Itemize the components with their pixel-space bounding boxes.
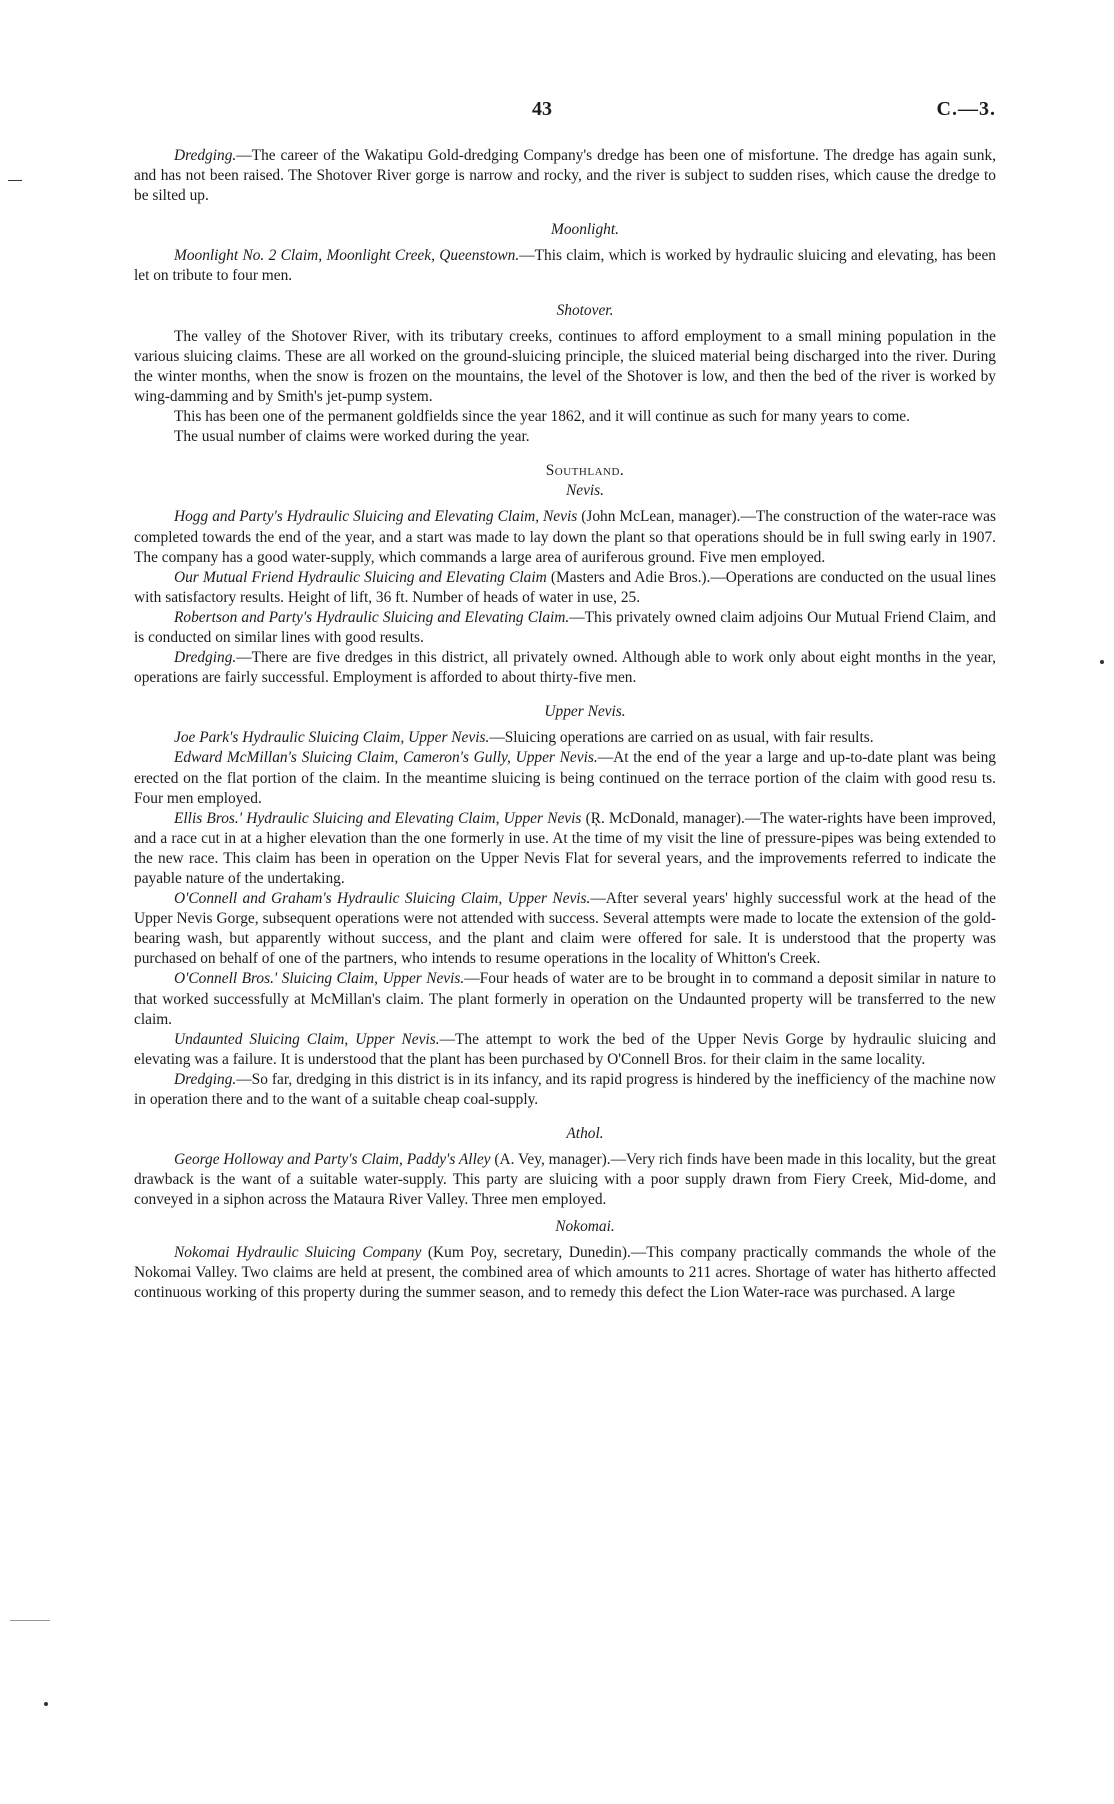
- margin-mark-right: [1100, 660, 1104, 664]
- paragraph-nokomai: Nokomai Hydraulic Sluicing Company (Kum Poy, secretary, Dunedin).—This company practically commands the whole of the Nokomai Valley. Two claims are held at present, the combined area of which amounts to 211 acres. Shortage of water has hitherto affected continuous working of this property during the summer season, and to remedy this defect the Lion Water-race was purchased. A large: [134, 1243, 997, 1301]
- paragraph-oconnell-graham: O'Connell and Graham's Hydraulic Sluicing Claim, Upper Nevis.—After several years' highly successful work at the head of the Upper Nevis Gorge, subsequent operations were not attended with success. Several attempts were made to locate the extension of the gold-bearing wash, but apparently without success, and the plant and claim were offered for sale. It is understood that the property was purchased on behalf of one of the partners, who intends to resume operations in the locality of Whitton's Creek.: [134, 890, 997, 968]
- document-code: C.—3.: [936, 98, 996, 120]
- paragraph-moonlight-claim: Moonlight No. 2 Claim, Moonlight Creek, Queenstown.—This claim, which is worked by hydraulic sluicing and elevating, has been let on tribute to four men.: [134, 247, 996, 285]
- paragraph-holloway: George Holloway and Party's Claim, Paddy's Alley (A. Vey, manager).—Very rich finds have been made in this locality, but the great drawback is the want of a suitable water-supply. This party are sluicing with a poor supply drawn from Fiery Creek, Mid-dome, and conveyed in a siphon across the Mataura River Valley. Three men employed.: [134, 1151, 996, 1209]
- body-text: [134, 146, 996, 1303]
- paragraph-robertson: Robertson and Party's Hydraulic Sluicing and Elevating Claim.—This privately owned claim adjoins Our Mutual Friend Claim, and is conducted on similar lines with good results.: [134, 608, 996, 646]
- paragraph-joe-park: Joe Park's Hydraulic Sluicing Claim, Upper Nevis.—Sluicing operations are carried on as usual, with fair results.: [174, 729, 874, 747]
- paragraph-dredging-nevis: Dredging.—There are five dredges in this district, all privately owned. Although able to work only about eight months in the year, operations are fairly successful. Employment is afforded to about thirty-five men.: [134, 649, 996, 687]
- paragraph-oconnell-bros: O'Connell Bros.' Sluicing Claim, Upper Nevis.—Four heads of water are to be brought in to command a deposit similar in nature to that worked successfully at McMillan's claim. The plant formerly in operation on the Undaunted property will be transferred to the new claim.: [134, 970, 996, 1028]
- paragraph-ellis: Ellis Bros.' Hydraulic Sluicing and Elevating Claim, Upper Nevis (Ŗ. McDonald, manager).—The water-rights have been improved, and a race cut in at a higher elevation than the one formerly in use. At the time of my visit the line of pressure-pipes was being extended to the new race. This claim has been in operation on the Upper Nevis Flat for several years, and the improvements referred to indicate the payable nature of the undertaking.: [134, 809, 997, 887]
- paragraph-hogg: Hogg and Party's Hydraulic Sluicing and Elevating Claim, Nevis (John McLean, manager).—The construction of the water-race was completed towards the end of the year, and a start was made to lay down the plant so that operations should be in full swing early in 1907. The company has a good water-supply, which commands a large area of auriferous ground. Five men employed.: [134, 508, 996, 566]
- heading-athol: Athol.: [566, 1125, 604, 1143]
- paragraph-mcmillan: Edward McMillan's Sluicing Claim, Cameron's Gully, Upper Nevis.—At the end of the year a large and up-to-date plant was being erected on the flat portion of the claim. In the meantime sluicing is being continued on the terrace portion of the claim with good resu ts. Four men employed.: [134, 749, 997, 807]
- heading-upper-nevis: Upper Nevis.: [544, 703, 626, 721]
- heading-shotover: Shotover.: [556, 301, 614, 319]
- page-number: 43: [532, 98, 552, 120]
- paragraph-undaunted: Undaunted Sluicing Claim, Upper Nevis.—The attempt to work the bed of the Upper Nevis Gorge by hydraulic sluicing and elevating was a failure. It is understood that the plant has been purchased by O'Connell Bros. for their claim in the same locality.: [134, 1030, 996, 1068]
- margin-mark-bottom: [10, 1620, 50, 1621]
- heading-nokomai: Nokomai.: [555, 1217, 615, 1235]
- paragraph-dredging-wakatipu: Dredging.—The career of the Wakatipu Gold-dredging Company's dredge has been one of misfortune. The dredge has again sunk, and has not been raised. The Shotover River gorge is narrow and rocky, and the river is subject to sudden rises, which cause the dredge to be silted up.: [134, 147, 996, 205]
- page-header: [0, 98, 1114, 124]
- paragraph-shotover-3: The usual number of claims were worked during the year.: [174, 428, 530, 446]
- margin-mark-top: [8, 180, 22, 181]
- paragraph-shotover-1: The valley of the Shotover River, with its tributary creeks, continues to afford employment to a small mining population in the various sluicing claims. These are all worked on the ground-sluicing principle, the sluiced material being discharged into the river. During the winter months, when the snow is frozen on the mountains, the level of the Shotover is low, and then the bed of the river is worked by wing-damming and by Smith's jet-pump system.: [134, 327, 996, 405]
- heading-nevis: Nevis.: [565, 482, 605, 500]
- heading-southland: Southland.: [545, 462, 625, 480]
- paragraph-dredging-upper-nevis: Dredging.—So far, dredging in this district is in its infancy, and its rapid progress is hindered by the inefficiency of the machine now in operation there and to the want of a suitable cheap coal-supply.: [134, 1070, 996, 1109]
- paragraph-shotover-2: This has been one of the permanent goldfields since the year 1862, and it will continue as such for many years to come.: [174, 408, 910, 426]
- paragraph-our-mutual: Our Mutual Friend Hydraulic Sluicing and Elevating Claim (Masters and Adie Bros.).—Operations are conducted on the usual lines with satisfactory results. Height of lift, 36 ft. Number of heads of water in use, 25.: [134, 568, 996, 606]
- margin-dot-bottom: [44, 1702, 48, 1706]
- heading-moonlight: Moonlight.: [551, 221, 619, 239]
